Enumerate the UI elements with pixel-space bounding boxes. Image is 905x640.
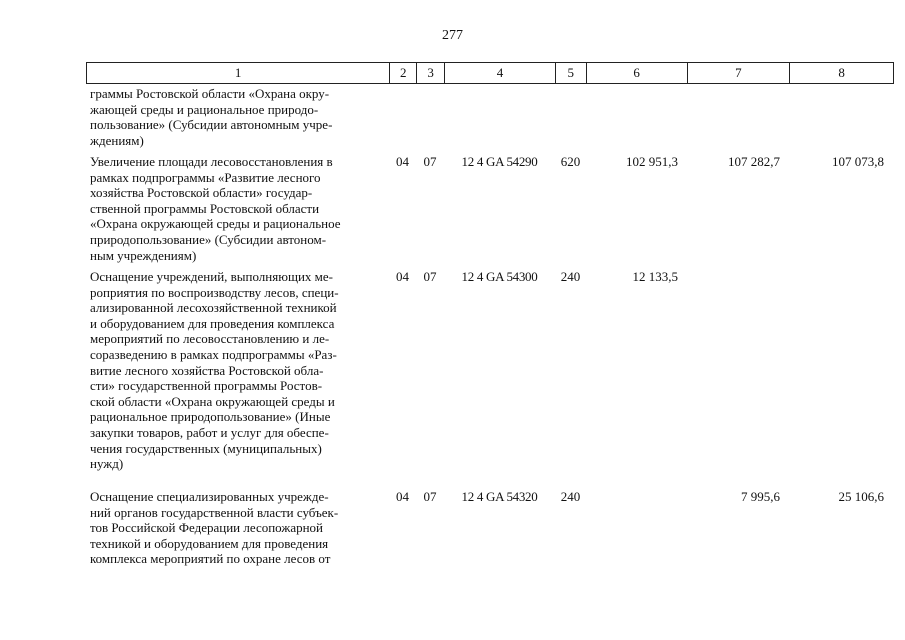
description-line: природопользование» (Субсидии автоном- <box>90 231 327 247</box>
amount-column-8: 25 106,6 <box>838 489 884 504</box>
row-description <box>90 269 386 472</box>
target-article: 12 4 GA 54290 <box>461 154 538 169</box>
column-header-3: 3 <box>416 63 444 83</box>
description-line: ализированной лесохозяйственной техникой <box>90 300 337 316</box>
column-header-2: 2 <box>389 63 416 83</box>
description-line: Оснащение учреждений, выполняющих ме- <box>90 269 333 284</box>
description-line: мероприятий по лесовосстановлению и ле- <box>90 331 330 347</box>
target-article: 12 4 GA 54300 <box>461 269 538 284</box>
description-line: сти» государственной программы Ростов- <box>90 378 323 394</box>
section-code: 04 <box>396 154 409 169</box>
amount-column-7: 7 995,6 <box>741 489 780 504</box>
description-line: рациональное природопользование» (Иные <box>90 409 331 425</box>
description-line: нужд) <box>90 456 124 472</box>
description-line: комплекса мероприятий по охране лесов от <box>90 551 331 567</box>
subsection-code: 07 <box>423 154 437 169</box>
description-line: жающей среды и рациональное природо- <box>90 101 319 117</box>
amount-column-8: 107 073,8 <box>832 154 884 169</box>
description-line: хозяйства Ростовской области» государ- <box>90 185 313 201</box>
description-line: рамках подпрограммы «Развитие лесного <box>90 169 321 185</box>
column-header-8: 8 <box>789 63 893 83</box>
column-header-1: 1 <box>234 65 242 80</box>
amount-column-6: 12 133,5 <box>632 269 678 284</box>
description-line: витие лесного хозяйства Ростовской обла- <box>90 362 324 378</box>
description-line: техникой и оборудованием для проведения <box>90 535 329 551</box>
description-line: ний органов государственной власти субъек- <box>90 504 339 520</box>
description-line: пользование» (Субсидии автономным учре- <box>90 117 333 133</box>
description-line: Оснащение специализированных учрежде- <box>90 489 329 504</box>
description-line: ственной программы Ростовской области <box>90 200 320 216</box>
amount-column-7: 107 282,7 <box>728 154 780 169</box>
description-line: ным учреждениям) <box>90 247 197 263</box>
description-line: «Охрана окружающей среды и рациональное <box>90 216 341 232</box>
description-line: ской области «Охрана окружающей среды и <box>90 393 335 409</box>
row-description <box>90 489 386 567</box>
column-header-4: 4 <box>444 63 555 83</box>
row-description <box>90 86 386 148</box>
description-line: Увеличение площади лесовосстановления в <box>90 154 333 169</box>
target-article: 12 4 GA 54320 <box>461 489 538 504</box>
page-number: 277 <box>442 28 463 43</box>
description-line: ждениям) <box>90 132 144 148</box>
description-line: и оборудованием для проведения комплекса <box>90 315 335 331</box>
expense-type: 620 <box>560 154 581 169</box>
expense-type: 240 <box>560 269 581 284</box>
description-line: граммы Ростовской области «Охрана окру- <box>90 86 330 101</box>
subsection-code: 07 <box>423 269 437 284</box>
description-line: закупки товаров, работ и услуг для обеспе- <box>90 424 329 440</box>
row-description <box>90 154 386 263</box>
expense-type: 240 <box>560 489 581 504</box>
column-header-6: 6 <box>586 63 687 83</box>
description-line: тов Российской Федерации лесопожарной <box>90 520 324 536</box>
section-code: 04 <box>396 269 409 284</box>
table-header <box>86 62 894 84</box>
description-line: соразведению в рамках подпрограммы «Раз- <box>90 346 337 362</box>
description-line: чения государственных (муниципальных) <box>90 440 322 456</box>
description-line: роприятия по воспроизводству лесов, специ- <box>90 284 339 300</box>
column-header-7: 7 <box>687 63 790 83</box>
column-header-5: 5 <box>555 63 586 83</box>
section-code: 04 <box>396 489 409 504</box>
amount-column-6: 102 951,3 <box>626 154 678 169</box>
subsection-code: 07 <box>423 489 437 504</box>
